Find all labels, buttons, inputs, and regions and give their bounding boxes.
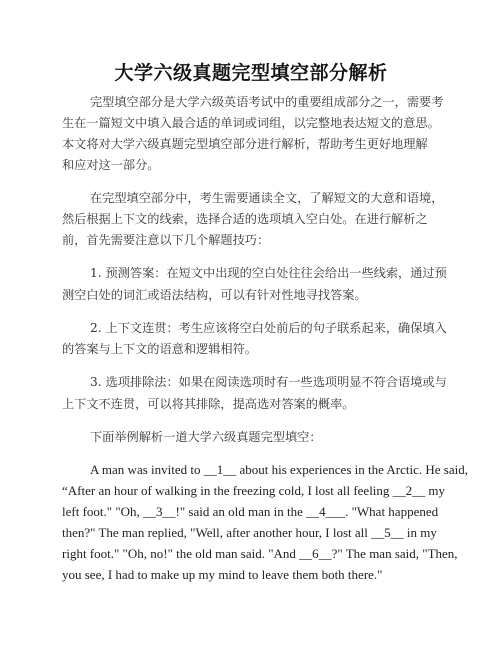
passage-line-4: then?" The man replied, "Well, after another hour, I lost all __5__ in my [62,525,437,540]
paragraph-1-line-2: 生在一篇短文中填入最合适的单词或词组，以完整地表达短文的意思。 [62,116,440,130]
paragraph-6-line-1: 下面举例解析一道大学六级真题完型填空： [90,430,322,444]
passage-line-5: right foot." "Oh, no!" the old man said. "And __6__?" The man said, "Then, [62,546,458,561]
paragraph-2-line-1: 在完型填空部分中，考生需要通读全文，了解短文的大意和语境， [90,191,444,205]
passage-line-6: you see, I had to make up my mind to leave them both there." [62,567,383,582]
paragraph-1-line-4: 和应对这一部分。 [62,158,160,172]
paragraph-1-line-1: 完型填空部分是大学六级英语考试中的重要组成部分之一，需要考 [90,95,444,109]
paragraph-5-line-1: 3. 选项排除法：如果在阅读选项时有一些选项明显不符合语境或与 [90,375,447,389]
passage-line-1: A man was invited to __1__ about his experiences in the Arctic. He said, [90,462,468,477]
paragraph-3-line-2: 测空白处的词汇或语法结构，可以有针对性地寻找答案。 [62,288,367,302]
paragraph-2-line-2: 然后根据上下文的线索，选择合适的选项填入空白处。在进行解析之 [62,212,428,226]
passage-line-2: “After an hour of walking in the freezing cold, I lost all feeling __2__ my [62,483,446,498]
paragraph-5-line-2: 上下文不连贯，可以将其排除，提高选对答案的概率。 [62,397,355,411]
paragraph-2-line-3: 前，首先需要注意以下几个解题技巧： [62,233,270,247]
paragraph-4-line-2: 的答案与上下文的语意和逻辑相符。 [62,342,257,356]
paragraph-4-line-1: 2. 上下文连贯：考生应该将空白处前后的句子联系起来，确保填入 [90,321,447,335]
paragraph-1-line-3: 本文将对大学六级真题完型填空部分进行解析，帮助考生更好地理解 [62,137,428,151]
paragraph-3-line-1: 1. 预测答案：在短文中出现的空白处往往会给出一些线索，通过预 [90,266,447,280]
document-title: 大学六级真题完型填空部分解析 [114,62,388,84]
passage-line-3: left foot." "Oh, __3__!" said an old man in the __4___. "What happened [62,504,439,519]
